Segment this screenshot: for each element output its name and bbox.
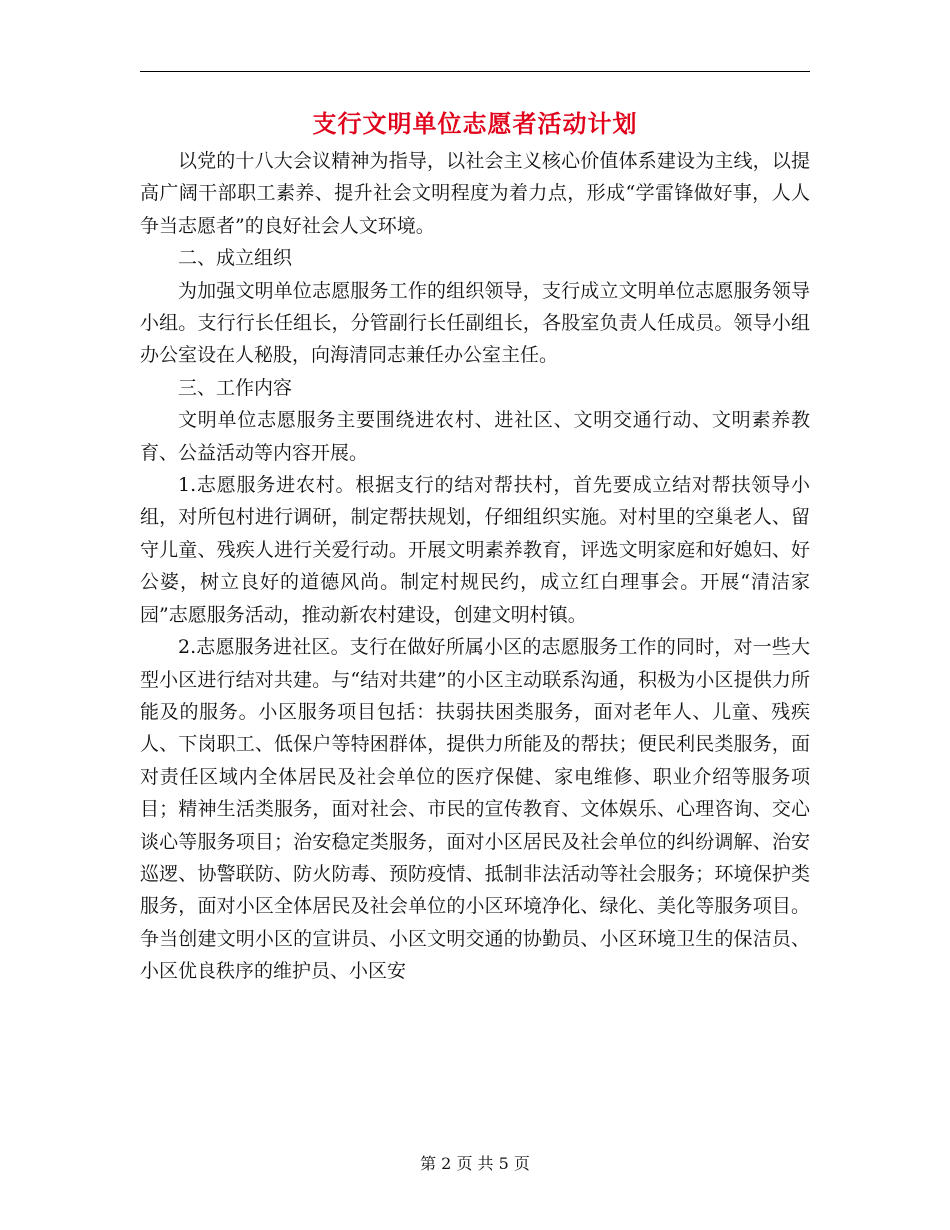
document-body [140, 145, 810, 988]
header-rule [140, 71, 810, 72]
section-heading-organization: 二、成立组织 [178, 247, 293, 270]
paragraph-village-service: 1.志愿服务进农村。根据支行的结对帮扶村，首先要成立结对帮扶领导小组，对所包村进行调研，制定帮扶规划，仔细组织实施。对村里的空巢老人、留守儿童、残疾人进行关爱行动。开展文明素养教育，评选文明家庭和好媳妇、好公婆，树立良好的道德风尚。制定村规民约，成立红白理事会。开展“清洁家园”志愿服务活动，推动新农村建设，创建文明村镇。 [140, 474, 810, 626]
section-heading-work-content: 三、工作内容 [178, 376, 293, 399]
document-title: 支行文明单位志愿者活动计划 [312, 109, 638, 138]
paragraph-intro: 以党的十八大会议精神为指导，以社会主义核心价值体系建设为主线，以提高广阔干部职工素养、提升社会文明程度为着力点，形成“学雷锋做好事，人人争当志愿者”的良好社会人文环境。 [140, 150, 810, 237]
page-number: 第 2 页 共 5 页 [420, 1154, 530, 1173]
paragraph-community-service: 2.志愿服务进社区。支行在做好所属小区的志愿服务工作的同时，对一些大型小区进行结对共建。与“结对共建”的小区主动联系沟通，积极为小区提供力所能及的服务。小区服务项目包括：扶弱扶困类服务，面对老年人、儿童、残疾人、下岗职工、低保户等特困群体，提供力所能及的帮扶；便民利民类服务，面对责任区域内全体居民及社会单位的医疗保健、家电维修、职业介绍等服务项目；精神生活类服务，面对社会、市民的宣传教育、文体娱乐、心理咨询、交心谈心等服务项目；治安稳定类服务，面对小区居民及社会单位的纠纷调解、治安巡逻、协警联防、防火防毒、预防疫情、抵制非法活动等社会服务；环境保护类服务，面对小区全体居民及社会单位的小区环境净化、绿化、美化等服务项目。争当创建文明小区的宣讲员、小区文明交通的协勤员、小区环境卫生的保洁员、小区优良秩序的维护员、小区安 [140, 636, 810, 983]
paragraph-organization: 为加强文明单位志愿服务工作的组织领导，支行成立文明单位志愿服务领导小组。支行行长任组长，分管副行长任副组长，各股室负责人任成员。领导小组办公室设在人秘股，向海清同志兼任办公室主任。 [140, 279, 810, 367]
paragraph-work-content: 文明单位志愿服务主要围绕进农村、进社区、文明交通行动、文明素养教育、公益活动等内容开展。 [140, 409, 810, 464]
